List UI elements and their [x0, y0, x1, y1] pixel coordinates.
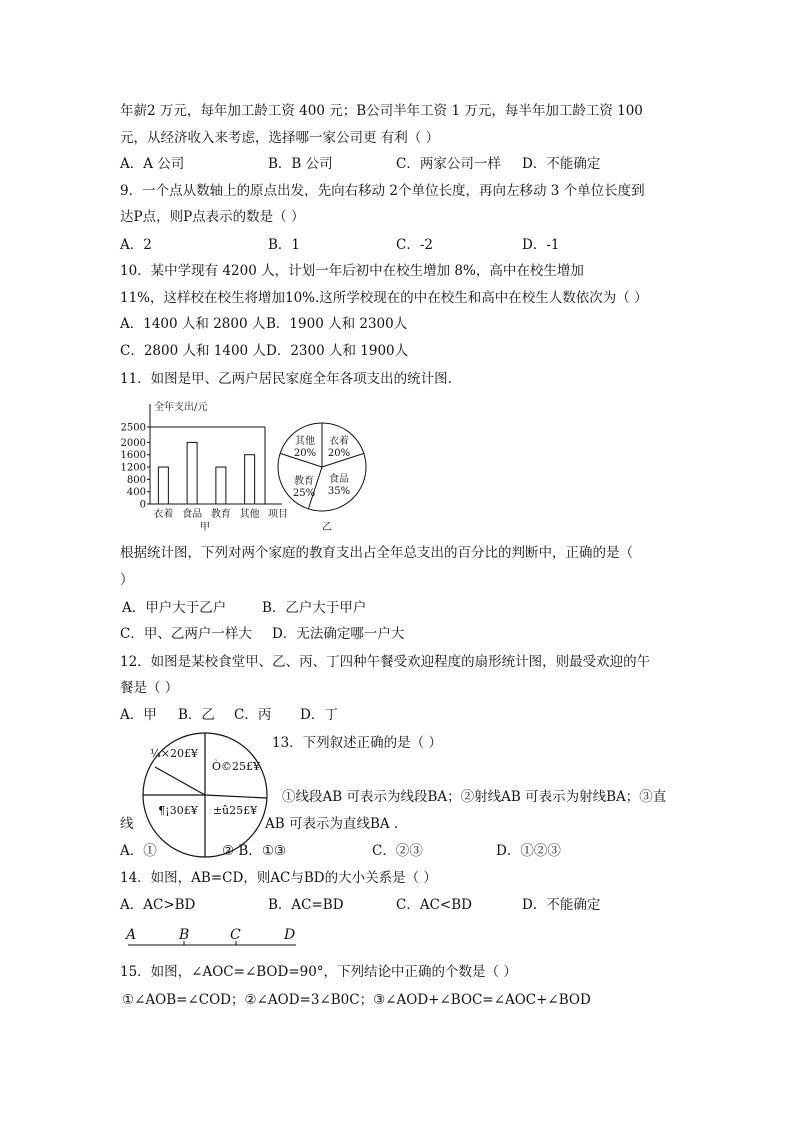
- x-tick-label: 食品: [182, 509, 203, 520]
- q10-option-b[interactable]: B．1900 人和 2300人: [266, 316, 408, 332]
- x-axis-label: 项目: [268, 509, 288, 520]
- q9-option-b[interactable]: B．1: [268, 237, 301, 253]
- slice-label: 衣着: [329, 436, 349, 447]
- q14-option-b[interactable]: B．AC=BD: [268, 897, 344, 913]
- segment-figure: [120, 922, 310, 952]
- q12-option-a[interactable]: A．甲: [120, 707, 157, 723]
- y-axis-label: 全年支出/元: [154, 402, 208, 413]
- q11-option-a[interactable]: A．甲户大于乙户: [122, 600, 227, 616]
- bar: [245, 455, 255, 504]
- slice-label: ±û25£¥: [212, 804, 258, 817]
- slice-label: 食品: [329, 474, 349, 485]
- y-tick-label: 2000: [120, 437, 146, 449]
- q13-option-a[interactable]: A．①: [120, 843, 157, 859]
- q15-line2: ①∠AOB=∠COD；②∠AOD=3∠B0C；③∠AOD+∠BOC=∠AOC+∠BOD: [122, 992, 591, 1008]
- q15-line1: 15．如图，∠AOC=∠BOD=90°，下列结论中正确的个数是（ ）: [120, 964, 517, 980]
- q9-line2: 达P点，则P点表示的数是（ ）: [120, 209, 305, 225]
- q11-option-c[interactable]: C．甲、乙两户一样大: [120, 626, 252, 642]
- q10-line1: 10．某中学现有 4200 人，计划一年后初中在校生增加 8%，高中在校生增加: [120, 263, 584, 279]
- q12-option-d[interactable]: D．丁: [300, 707, 338, 723]
- y-tick-label: 2500: [120, 422, 146, 434]
- q13-option-b[interactable]: ② B．①③: [222, 843, 287, 859]
- q13-line1: 13．下列叙述正确的是（ ）: [272, 735, 442, 751]
- q13-option-d[interactable]: D．①②③: [496, 843, 561, 859]
- q11-line2: 根据统计图，下列对两个家庭的教育支出占全年总支出的百分比的判断中，正确的是（: [120, 545, 633, 561]
- q13-line3a: 线: [120, 816, 134, 832]
- q10-line2: 11%，这样校在校生将增加10%.这所学校现在的中在校生和高中在校生人数依次为（ ）: [120, 290, 648, 306]
- q8-option-b[interactable]: B．B 公司: [268, 156, 333, 172]
- slice-label: 教育: [294, 476, 314, 487]
- q9-option-a[interactable]: A．2: [120, 237, 152, 253]
- slice-percent: 35%: [327, 486, 351, 497]
- y-tick-label: 400: [126, 487, 146, 499]
- q11-option-d[interactable]: D．无法确定哪一户大: [272, 626, 405, 642]
- bar: [158, 467, 168, 504]
- slice-label: Ò©25£¥: [211, 760, 261, 773]
- y-tick-label: 800: [126, 474, 146, 486]
- q8-option-c[interactable]: C．两家公司一样: [396, 156, 501, 172]
- point-b: B: [179, 927, 190, 943]
- q8-option-a[interactable]: A．A 公司: [120, 156, 185, 172]
- q10-option-a[interactable]: A．1400 人和 2800 人: [120, 316, 266, 332]
- x-tick-label: 其他: [239, 509, 260, 520]
- q13-line3b: AB 可表示为直线BA .: [265, 816, 399, 832]
- q13-option-c[interactable]: C．②③: [372, 843, 423, 859]
- q10-option-d[interactable]: D．2300 人和 1900人: [266, 343, 409, 359]
- q12-line2: 餐是（ ）: [120, 680, 179, 696]
- slice-percent: 20%: [327, 448, 351, 459]
- q11-line3: ）: [120, 572, 134, 588]
- q12-line1: 12．如图是某校食堂甲、乙、丙、丁四种午餐受欢迎程度的扇形统计图，则最受欢迎的午: [120, 654, 651, 670]
- point-a: A: [126, 927, 137, 943]
- point-d: D: [284, 927, 296, 943]
- chart-label: 乙: [322, 522, 332, 533]
- q14-line1: 14．如图，AB=CD，则AC与BD的大小关系是（ ）: [120, 870, 437, 886]
- q14-option-a[interactable]: A．AC>BD: [120, 897, 196, 913]
- q8-line2: 元，从经济收入来考虑，选择哪一家公司更 有利（ ）: [120, 130, 440, 146]
- q8-option-d[interactable]: D．不能确定: [522, 156, 601, 172]
- slice-label: 其他: [295, 436, 315, 447]
- q14-option-d[interactable]: D．不能确定: [522, 897, 601, 913]
- slice-percent: 25%: [292, 488, 316, 499]
- q12-option-c[interactable]: C．丙: [234, 707, 272, 723]
- q9-option-c[interactable]: C．-2: [396, 237, 433, 253]
- q9-option-d[interactable]: D．-1: [522, 237, 560, 253]
- q11-line1: 11．如图是甲、乙两户居民家庭全年各项支出的统计图.: [120, 371, 452, 387]
- y-tick-label: 0: [139, 499, 146, 511]
- q11-option-b[interactable]: B．乙户大于甲户: [262, 600, 367, 616]
- slice-percent: 20%: [293, 448, 317, 459]
- chart-label: 甲: [200, 522, 210, 533]
- pie-chart-yi: [272, 412, 372, 538]
- q13-line2: ①线段AB 可表示为线段BA；②射线AB 可表示为射线BA；③直: [282, 789, 667, 805]
- q8-line1: 年薪2 万元，每年加工龄工资 400 元；B公司半年工资 1 万元，每半年加工龄工资 100: [120, 103, 643, 119]
- y-tick-label: 1600: [120, 450, 146, 462]
- q9-line1: 9．一个点从数轴上的原点出发，先向右移动 2个单位长度，再向左移动 3 个单位长度到: [120, 183, 645, 199]
- point-c: C: [230, 927, 241, 943]
- q10-option-c[interactable]: C．2800 人和 1400 人: [120, 343, 266, 359]
- y-tick-label: 1200: [120, 462, 146, 474]
- x-tick-label: 衣着: [153, 509, 174, 520]
- x-tick-label: 教育: [210, 509, 231, 520]
- bar: [187, 442, 197, 504]
- q14-option-c[interactable]: C．AC<BD: [396, 897, 472, 913]
- q12-option-b[interactable]: B．乙: [178, 707, 215, 723]
- slice-label: ¼×20£¥: [150, 747, 198, 760]
- bar-chart-jia: [120, 394, 295, 534]
- slice-label: ¶¡30£¥: [158, 804, 198, 817]
- bar: [216, 467, 226, 504]
